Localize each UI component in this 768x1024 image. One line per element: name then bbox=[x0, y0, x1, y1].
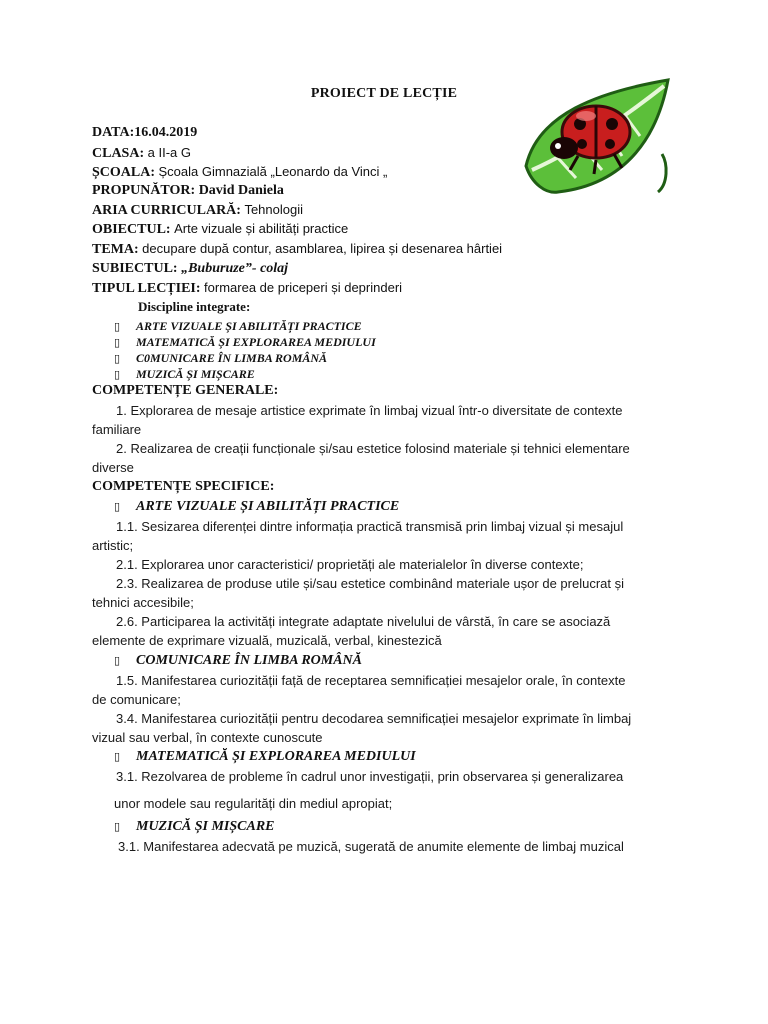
competence-2-3-cont: tehnici accesibile; bbox=[92, 595, 194, 610]
objective-label: OBIECTUL: bbox=[92, 222, 171, 237]
competence-3-4: 3.4. Manifestarea curiozității pentru decodarea semnificației mesajelor exprimate în limbaj bbox=[116, 711, 632, 726]
general-competence-1: 1. Explorarea de mesaje artistice exprimate în limbaj vizual într-o diversitate de contexte bbox=[116, 403, 623, 418]
proposer-label: PROPUNĂTOR: bbox=[92, 183, 196, 198]
school-row bbox=[92, 163, 387, 182]
date-value: 16.04.2019 bbox=[134, 125, 198, 140]
general-competence-2-cont: diverse bbox=[92, 460, 134, 475]
area-label: ARIA CURRICULARĂ: bbox=[92, 203, 241, 218]
theme-label: TEMA: bbox=[92, 242, 139, 257]
general-competence-1-cont: familiare bbox=[92, 422, 142, 437]
clr-subheading: ▯ COMUNICARE ÎN LIMBA ROMÂNĂ bbox=[114, 653, 363, 668]
subject-value: „Buburuze”- colaj bbox=[181, 261, 289, 276]
bullet-icon: ▯ bbox=[114, 368, 121, 381]
competence-1-1-cont: artistic; bbox=[92, 538, 134, 553]
class-row bbox=[92, 144, 191, 163]
date-label: DATA: bbox=[92, 125, 135, 140]
competence-2-6-cont: elemente de exprimare vizuală, muzicală, verbal, kinestezică bbox=[92, 633, 442, 648]
competence-1-5-cont: de comunicare; bbox=[92, 692, 181, 707]
integrated-item: ▯ ARTE VIZUALE ȘI ABILITĂȚI PRACTICE bbox=[114, 317, 362, 336]
bullet-icon: ▯ bbox=[114, 500, 121, 513]
class-value: a II-a G bbox=[147, 145, 191, 160]
general-competence-2: 2. Realizarea de creații funcționale și/sau estetice folosind materiale și tehnici elementare bbox=[116, 441, 630, 456]
objective-value: Arte vizuale și abilități practice bbox=[174, 221, 349, 236]
integrated-item: ▯ MATEMATICĂ ȘI EXPLORAREA MEDIULUI bbox=[114, 333, 376, 352]
competence-2-1: 2.1. Explorarea unor caracteristici/ proprietăți ale materialelor în diverse contexte; bbox=[116, 557, 584, 572]
integrated-heading: Discipline integrate: bbox=[138, 299, 251, 314]
mm-subheading: ▯ MUZICĂ ȘI MIȘCARE bbox=[114, 819, 275, 834]
general-competences-heading: COMPETENȚE GENERALE: bbox=[92, 383, 279, 398]
subject-row bbox=[92, 260, 288, 278]
lesson-type-value: formarea de priceperi și deprinderi bbox=[204, 280, 403, 295]
class-label: CLASA: bbox=[92, 146, 145, 161]
theme-row bbox=[92, 240, 502, 259]
competence-1-1: 1.1. Sesizarea diferenței dintre informația practică transmisă prin limbaj vizual și mesajul bbox=[116, 519, 624, 534]
competence-3-1-mm: 3.1. Manifestarea adecvată pe muzică, sugerată de anumite elemente de limbaj muzical bbox=[118, 839, 624, 854]
specific-competences-heading: COMPETENȚE SPECIFICE: bbox=[92, 479, 275, 494]
competence-1-5: 1.5. Manifestarea curiozității față de receptarea semnificației mesajelor orale, în contexte bbox=[116, 673, 626, 688]
area-value: Tehnologii bbox=[244, 202, 303, 217]
bullet-icon: ▯ bbox=[114, 750, 121, 763]
objective-row bbox=[92, 220, 348, 239]
mem-subheading: ▯ MATEMATICĂ ȘI EXPLORAREA MEDIULUI bbox=[114, 749, 416, 764]
competence-2-6: 2.6. Participarea la activități integrate adaptate nivelului de vârstă, în care se asociază bbox=[116, 614, 611, 629]
area-row bbox=[92, 201, 303, 220]
date-row bbox=[92, 124, 197, 142]
theme-value: decupare după contur, asamblarea, lipirea și desenarea hârtiei bbox=[142, 241, 503, 256]
subject-label: SUBIECTUL: bbox=[92, 261, 178, 276]
bullet-icon: ▯ bbox=[114, 352, 121, 365]
competence-2-3: 2.3. Realizarea de produse utile și/sau estetice combinând materiale ușor de prelucrat și bbox=[116, 576, 624, 591]
lesson-type-label: TIPUL LECȚIEI: bbox=[92, 281, 201, 296]
document-title: PROIECT DE LECȚIE bbox=[310, 86, 458, 101]
bullet-icon: ▯ bbox=[114, 654, 121, 667]
competence-3-4-cont: vizual sau verbal, în contexte cunoscute bbox=[92, 730, 323, 745]
avap-subheading: ▯ ARTE VIZUALE ȘI ABILITĂȚI PRACTICE bbox=[114, 499, 400, 514]
school-label: ȘCOALA: bbox=[92, 165, 156, 180]
school-value: Școala Gimnazială „Leonardo da Vinci „ bbox=[158, 164, 388, 179]
proposer-value: David Daniela bbox=[198, 183, 284, 198]
bullet-icon: ▯ bbox=[114, 320, 121, 333]
lesson-type-row bbox=[92, 279, 402, 298]
proposer-row bbox=[92, 182, 284, 200]
bullet-icon: ▯ bbox=[114, 336, 121, 349]
integrated-item: ▯ C0MUNICARE ÎN LIMBA ROMÂNĂ bbox=[114, 349, 327, 368]
bullet-icon: ▯ bbox=[114, 820, 121, 833]
integrated-item: ▯ MUZICĂ ȘI MIȘCARE bbox=[114, 365, 255, 384]
competence-3-1-mem-cont: unor modele sau regularități din mediul apropiat; bbox=[114, 796, 393, 811]
competence-3-1-mem: 3.1. Rezolvarea de probleme în cadrul unor investigații, prin observarea și generalizarea bbox=[116, 769, 624, 784]
